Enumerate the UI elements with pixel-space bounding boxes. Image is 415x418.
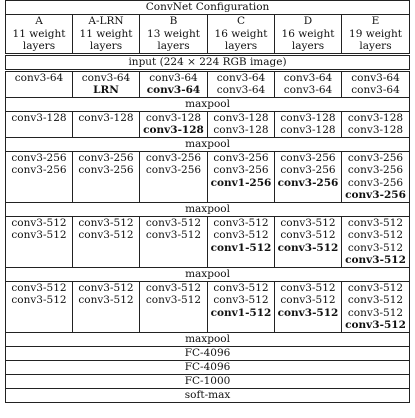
layer-entry: conv3-512 <box>145 281 202 294</box>
layer-entry: conv3-64 <box>216 84 266 96</box>
maxpool-label: maxpool <box>6 332 410 346</box>
layer-cell <box>342 151 410 202</box>
layer-entry: conv1-256 <box>210 176 272 189</box>
layer-entry: conv3-512 <box>280 281 336 294</box>
tail-layer-2: FC-4096 <box>6 360 410 374</box>
maxpool-label-row <box>6 137 410 151</box>
layer-entry: conv3-512 <box>347 294 404 306</box>
column-letter: D <box>303 15 313 27</box>
layer-cell <box>275 111 342 137</box>
layer-cell <box>208 111 275 137</box>
layer-cell <box>6 151 73 202</box>
column-subtitle: 16 weight <box>281 27 335 40</box>
column-subtitle: layers <box>89 40 123 52</box>
column-header-d <box>275 15 342 55</box>
column-letter: A <box>35 15 43 27</box>
layer-entry: conv3-128 <box>78 111 134 124</box>
column-subtitle: 19 weight <box>349 27 402 40</box>
column-letter: E <box>371 15 380 27</box>
layer-cell <box>342 111 410 137</box>
layer-entry: conv3-64 <box>146 84 201 96</box>
layer-cell <box>208 151 275 202</box>
layer-entry: conv3-64 <box>14 71 64 84</box>
layer-cell <box>73 216 140 267</box>
layer-entry: conv3-256 <box>277 176 339 189</box>
layer-cell <box>140 151 208 202</box>
input-label: input (224 × 224 RGB image) <box>6 54 410 70</box>
layer-entry: conv3-512 <box>213 216 269 229</box>
layer-entry: conv3-512 <box>345 254 406 266</box>
conv-block-3 <box>6 151 410 202</box>
conv-block-5 <box>6 281 410 332</box>
layer-cell <box>208 281 275 332</box>
column-letter: A-LRN <box>88 15 124 27</box>
layer-entry: conv3-512 <box>280 216 336 229</box>
layer-entry: conv3-64 <box>283 84 333 96</box>
layer-cell <box>140 70 208 97</box>
layer-entry: conv3-512 <box>347 241 404 254</box>
tail-layer-2-row <box>6 360 410 374</box>
layer-entry: conv3-512 <box>11 294 67 306</box>
layer-entry: conv3-256 <box>347 176 404 189</box>
layer-cell <box>140 281 208 332</box>
convnet-config-table-wrapper <box>5 0 409 403</box>
tail-layer-3-row <box>6 374 410 388</box>
column-subtitle: layers <box>359 40 392 52</box>
layer-entry: conv3-512 <box>11 229 67 241</box>
table-title: ConvNet Configuration <box>6 1 410 15</box>
maxpool-label-row <box>6 97 410 111</box>
column-header-a <box>6 15 73 55</box>
layer-cell <box>140 111 208 137</box>
tail-layer-4: soft-max <box>6 388 410 402</box>
layer-entry: conv3-512 <box>11 216 67 229</box>
column-subtitle: layers <box>291 40 325 52</box>
input-label-row <box>6 54 410 70</box>
table-body <box>6 1 410 403</box>
maxpool-label: maxpool <box>6 202 410 216</box>
title-row <box>6 1 410 15</box>
layer-entry: conv3-128 <box>280 124 336 136</box>
column-subtitle: layers <box>224 40 258 52</box>
conv-block-1 <box>6 70 410 97</box>
layer-entry: conv3-256 <box>145 151 202 164</box>
layer-entry: conv3-256 <box>347 151 404 164</box>
layer-entry: conv3-256 <box>280 151 336 164</box>
layer-entry: conv3-64 <box>351 71 400 84</box>
layer-entry: conv3-64 <box>351 84 400 96</box>
layer-cell <box>73 281 140 332</box>
layer-entry: conv1-512 <box>210 306 272 319</box>
layer-cell <box>73 111 140 137</box>
layer-entry: conv3-512 <box>345 319 406 331</box>
maxpool-label-row <box>6 267 410 281</box>
column-subtitle: layers <box>22 40 56 52</box>
layer-entry: conv3-512 <box>347 281 404 294</box>
layer-entry: conv3-64 <box>216 71 266 84</box>
conv-block-4 <box>6 216 410 267</box>
layer-entry: conv3-256 <box>347 164 404 176</box>
layer-entry: conv3-128 <box>213 111 269 124</box>
layer-cell <box>208 216 275 267</box>
layer-entry: conv3-64 <box>283 71 333 84</box>
layer-entry: conv3-256 <box>345 189 406 201</box>
maxpool-label: maxpool <box>6 97 410 111</box>
layer-entry: conv3-256 <box>213 151 269 164</box>
layer-entry: conv3-512 <box>145 216 202 229</box>
column-subtitle: 11 weight <box>12 27 66 40</box>
layer-entry: conv3-512 <box>213 229 269 241</box>
layer-cell <box>73 151 140 202</box>
maxpool-label: maxpool <box>6 137 410 151</box>
tail-layer-4-row <box>6 388 410 402</box>
layer-cell <box>342 70 410 97</box>
column-subtitle: 13 weight <box>147 27 200 40</box>
layer-entry: conv1-512 <box>210 241 272 254</box>
column-header-a-lrn <box>73 15 140 55</box>
layer-entry: conv3-512 <box>280 229 336 241</box>
layer-entry: conv3-512 <box>78 294 134 306</box>
layer-entry: conv3-512 <box>347 216 404 229</box>
column-header-c <box>208 15 275 55</box>
tail-layer-3: FC-1000 <box>6 374 410 388</box>
layer-entry: conv3-128 <box>347 111 404 124</box>
layer-cell <box>6 70 73 97</box>
layer-cell <box>73 70 140 97</box>
layer-entry: conv3-512 <box>280 294 336 306</box>
column-header-b <box>140 15 208 55</box>
maxpool-label: maxpool <box>6 267 410 281</box>
tail-layer-1-row <box>6 346 410 360</box>
layer-cell <box>6 111 73 137</box>
layer-cell <box>275 70 342 97</box>
layer-entry: conv3-512 <box>78 281 134 294</box>
layer-entry: conv3-512 <box>145 294 202 306</box>
layer-entry: conv3-64 <box>149 71 198 84</box>
column-letter: C <box>236 15 246 27</box>
column-subtitle: 16 weight <box>214 27 268 40</box>
layer-cell <box>6 216 73 267</box>
layer-entry: conv3-256 <box>145 164 202 176</box>
layer-cell <box>275 216 342 267</box>
maxpool-label-row <box>6 332 410 346</box>
layer-entry: conv3-512 <box>78 216 134 229</box>
layer-entry: conv3-512 <box>277 241 339 254</box>
layer-cell <box>342 216 410 267</box>
layer-entry: conv3-256 <box>11 151 67 164</box>
layer-entry: conv3-512 <box>145 229 202 241</box>
header-row <box>6 15 410 55</box>
layer-entry: conv3-512 <box>213 281 269 294</box>
layer-cell <box>208 70 275 97</box>
column-subtitle: layers <box>157 40 190 52</box>
column-header-e <box>342 15 410 55</box>
layer-cell <box>342 281 410 332</box>
maxpool-label-row <box>6 202 410 216</box>
layer-entry: conv3-512 <box>347 306 404 319</box>
layer-cell <box>6 281 73 332</box>
layer-entry: conv3-128 <box>143 124 204 136</box>
layer-entry: conv3-512 <box>11 281 67 294</box>
convnet-config-table <box>5 0 410 403</box>
layer-entry: conv3-512 <box>78 229 134 241</box>
layer-entry: LRN <box>93 84 119 96</box>
column-letter: B <box>169 15 178 27</box>
layer-entry: conv3-128 <box>347 124 404 136</box>
layer-entry: conv3-256 <box>78 151 134 164</box>
layer-entry: conv3-512 <box>277 306 339 319</box>
layer-cell <box>140 216 208 267</box>
layer-entry: conv3-512 <box>213 294 269 306</box>
tail-layer-1: FC-4096 <box>6 346 410 360</box>
layer-entry: conv3-128 <box>213 124 269 136</box>
layer-entry: conv3-256 <box>213 164 269 176</box>
layer-entry: conv3-256 <box>280 164 336 176</box>
layer-entry: conv3-64 <box>81 71 131 84</box>
layer-entry: conv3-256 <box>11 164 67 176</box>
layer-entry: conv3-512 <box>347 229 404 241</box>
layer-entry: conv3-128 <box>280 111 336 124</box>
layer-cell <box>275 151 342 202</box>
layer-entry: conv3-256 <box>78 164 134 176</box>
layer-entry: conv3-128 <box>145 111 202 124</box>
column-subtitle: 11 weight <box>79 27 133 40</box>
conv-block-2 <box>6 111 410 137</box>
layer-entry: conv3-128 <box>11 111 67 124</box>
layer-cell <box>275 281 342 332</box>
